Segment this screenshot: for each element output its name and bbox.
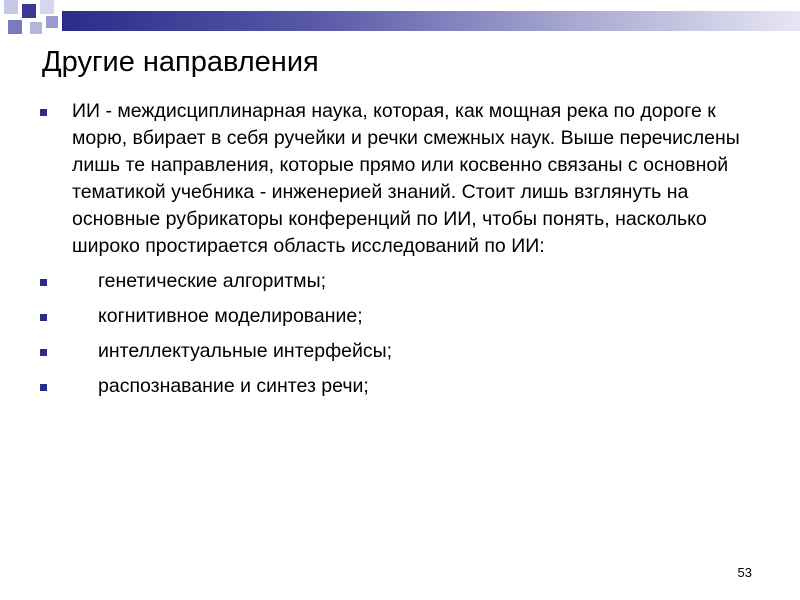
slide-content	[40, 98, 760, 408]
list-item-text: интеллектуальные интерфейсы;	[98, 340, 393, 362]
decor-square-1	[4, 0, 18, 14]
list-item	[40, 338, 760, 365]
list-item-text: генетические алгоритмы;	[98, 270, 327, 292]
decor-square-2	[22, 4, 36, 18]
square-bullet-icon	[40, 314, 47, 321]
list-item	[40, 373, 760, 400]
list-item	[40, 268, 760, 295]
square-bullet-icon	[40, 349, 47, 356]
list-item	[40, 303, 760, 330]
header-decoration	[0, 0, 800, 40]
decor-square-5	[30, 22, 42, 34]
square-bullet-icon	[40, 384, 47, 391]
square-bullet-icon	[40, 279, 47, 286]
paragraph-text: ИИ - междисциплинарная наука, которая, как мощная река по дороге к морю, вбирает в себя ручейки и речки смежных наук. Выше перечислены лишь те направления, которые прямо или косвенно связаны с основной тематикой учебника - инженерией знаний. Стоит лишь взглянуть на основные рубрикаторы конференций по ИИ, чтобы понять, насколько широко простирается область исследований по ИИ:	[72, 100, 740, 257]
decor-square-4	[8, 20, 22, 34]
square-bullet-icon	[40, 109, 47, 116]
page-number: 53	[737, 565, 752, 580]
slide-title: Другие направления	[42, 46, 319, 78]
bullet-paragraph	[40, 98, 760, 260]
list-item-text: распознавание и синтез речи;	[98, 375, 369, 397]
list-item-text: когнитивное моделирование;	[98, 305, 363, 327]
header-gradient-bar	[62, 11, 800, 31]
decor-square-6	[46, 16, 58, 28]
decor-square-3	[40, 0, 54, 14]
